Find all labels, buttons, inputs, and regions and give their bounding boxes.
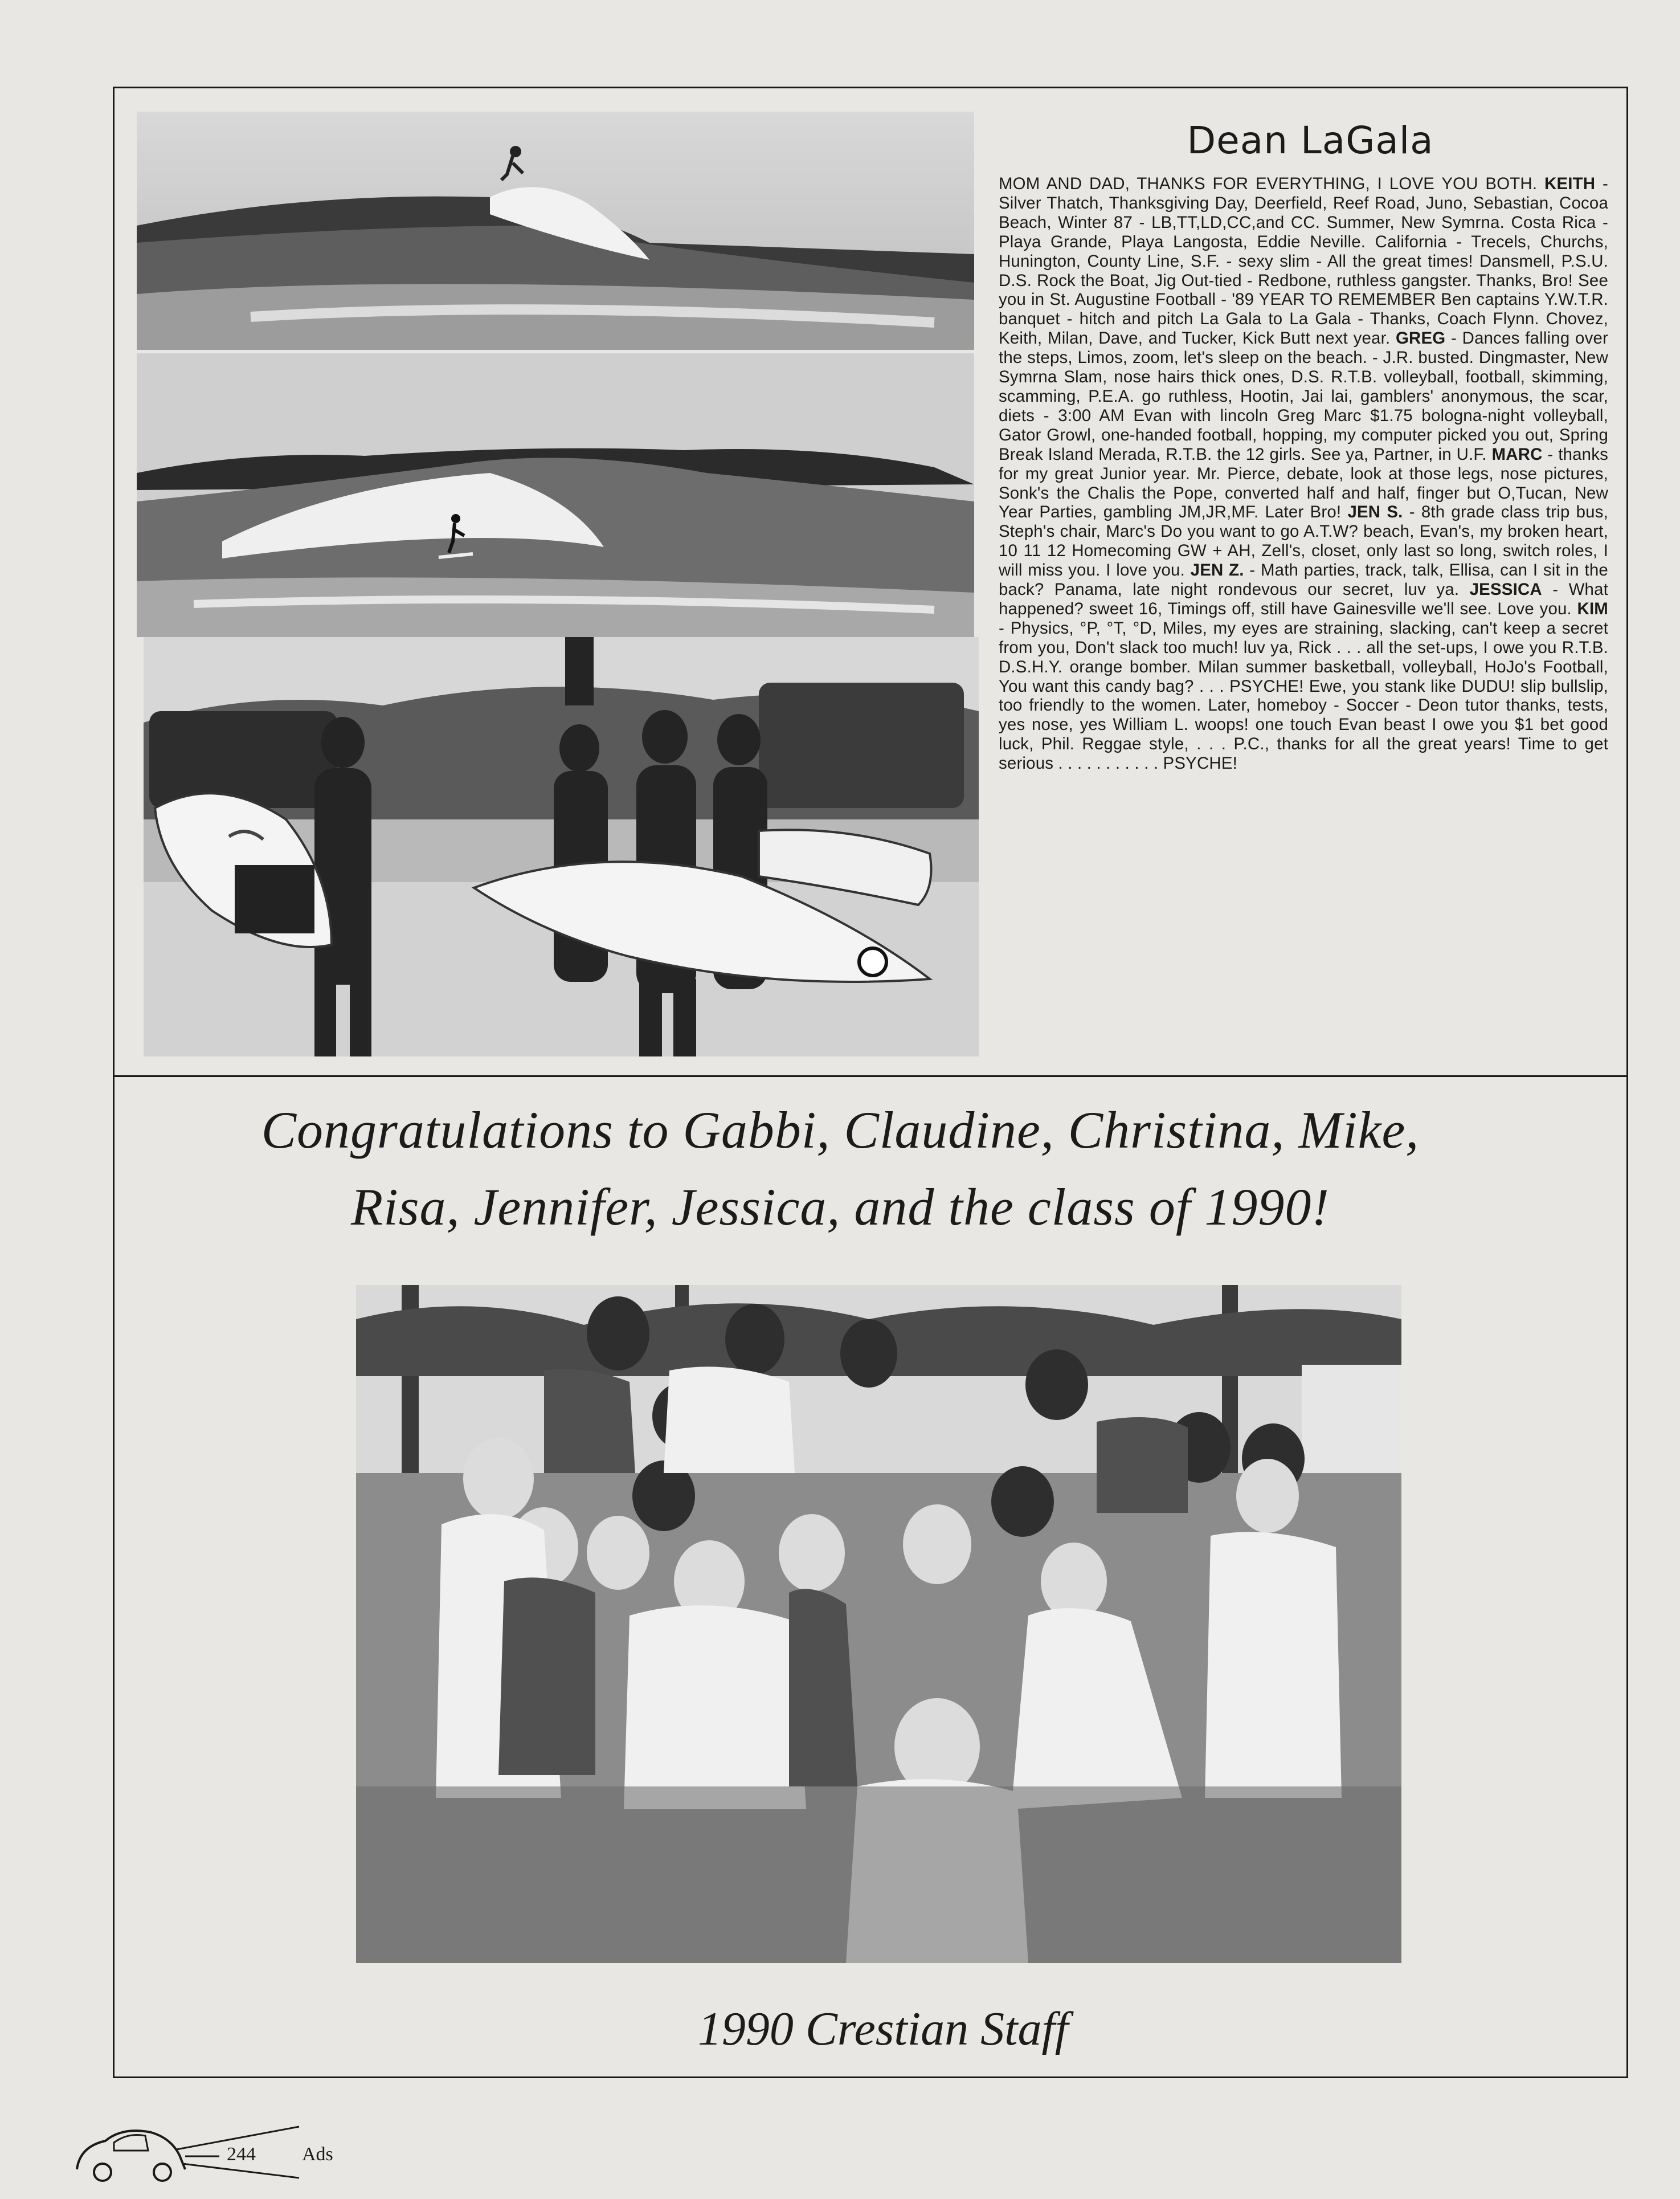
section-label: Ads bbox=[302, 2144, 333, 2165]
ad-body-name: JESSICA bbox=[1469, 580, 1542, 599]
ad-body-run: - What happened? sweet 16, Timings off, still have Gainesville we'll see. Love you. bbox=[999, 580, 1608, 618]
ad-body-name: JEN S. bbox=[1347, 503, 1403, 522]
ad-body-run: - Physics, °P, °T, °D, Miles, my eyes are straining, slacking, can't keep a secret from you, Don't slack too much! luv ya, Rick . . . all the set-ups, I owe you R.T.B. D.S.H.Y. orange bomber. Milan summer basketball, volleyball, HoJo's Football, You want this candy bag? . . . PSYCHE! Ewe, you stank like DUDU! slip bullslip, too friendly to the women. Later, homeboy - Soccer - Deon tutor thanks, tests, yes nose, yes William L. woops! one touch Evan beast I owe you $1 bet good luck, Phil. Reggae style, . . . P.C., thanks for all the great years! Time to get serious . . . . . . . . . . . PSYCHE! bbox=[999, 618, 1608, 773]
ad-body-run: - Silver Thatch, Thanksgiving Day, Deerfield, Reef Road, Juno, Sebastian, Cocoa Beach, Winter 87 - LB,TT,LD,CC,and CC. Summer, New Symrna. Costa Rica - Playa Grande, Playa Langosta, Eddie Neville. California - Trecels, Churchs, Hunington, County Line, S.F. - sexy slim - All the great times! Dansmell, P.S.U. D.S. Rock the Boat, Jig Out-tied - Redbone, ruthless gangster. Thanks, Bro! See you in St. Augustine Football - '89 YEAR TO REMEMBER Ben captains Y.W.T.R. banquet - hitch and pitch La Gala to La Gala - Thanks, Coach Flynn. Chovez, Keith, Milan, Dave, and Tucker, Kick Butt next year. bbox=[999, 174, 1609, 348]
ad-body-run: MOM AND DAD, THANKS FOR EVERYTHING, I LOVE YOU BOTH. bbox=[999, 174, 1545, 193]
surfers-with-boards-photo bbox=[144, 637, 979, 1056]
ad-body-run: - 8th grade class trip bus, Steph's chair, Marc's Do you want to go A.T.W? beach, Evan's, my broken heart, 10 11 12 Homecoming GW + AH, Zell's, closet, only last so long, switch roles, I will miss you. I love you. bbox=[999, 503, 1608, 580]
congratulations-line-1: Congratulations to Gabbi, Claudine, Christina, Mike, bbox=[261, 1101, 1420, 1159]
ad-body-name: KIM bbox=[1577, 599, 1608, 618]
crestian-staff-group-photo bbox=[356, 1285, 1401, 1963]
ad-body-name: GREG bbox=[1395, 329, 1446, 348]
ad-body-run: - Dances falling over the steps, Limos, zoom, let's sleep on the beach. - J.R. busted. Dingmaster, New Symrna Slam, nose hairs thick ones, D.S. R.T.B. volleyball, football, skimming, scamming, P.E.A. go ruthless, Hootin, Jai lai, gamblers' anonymous, the scar, diets - 3:00 AM Evan with lincoln Greg Marc $1.75 bologna-night volleyball, Gator Growl, one-handed football, hopping, my computer picked you out, Spring Break Island Merada, R.T.B. the 12 girls. See ya, Partner, in U.F. bbox=[999, 329, 1609, 464]
ad-body-run: - thanks for my great Junior year. Mr. Pierce, debate, look at those legs, nose pictures, Sonk's the Chalis the Pope, converted half and half, finger but O,Tucan, New Year Parties, gambling JM,JR,MF. Later Bro! bbox=[999, 444, 1609, 522]
ad-title: Dean LaGala bbox=[1187, 119, 1434, 162]
page-number: 244 bbox=[227, 2144, 256, 2165]
surfing-photo-wave bbox=[137, 112, 974, 350]
ad-body-run: - Math parties, track, talk, Ellisa, can I sit in the back? Panama, late night rondevous our secret, luv ya. bbox=[999, 561, 1608, 599]
surfing-photo-barrel bbox=[137, 353, 974, 637]
section-divider bbox=[113, 1075, 1628, 1077]
ad-body-name: MARC bbox=[1491, 444, 1543, 464]
staff-photo-caption: 1990 Crestian Staff bbox=[697, 2002, 1069, 2055]
ad-body-name: KEITH bbox=[1544, 174, 1596, 193]
ad-body-text bbox=[999, 174, 1608, 773]
car-logo-icon bbox=[71, 2115, 310, 2184]
congratulations-line-2: Risa, Jennifer, Jessica, and the class of 1990! bbox=[350, 1178, 1330, 1236]
ad-body-name: JEN Z. bbox=[1190, 561, 1244, 580]
